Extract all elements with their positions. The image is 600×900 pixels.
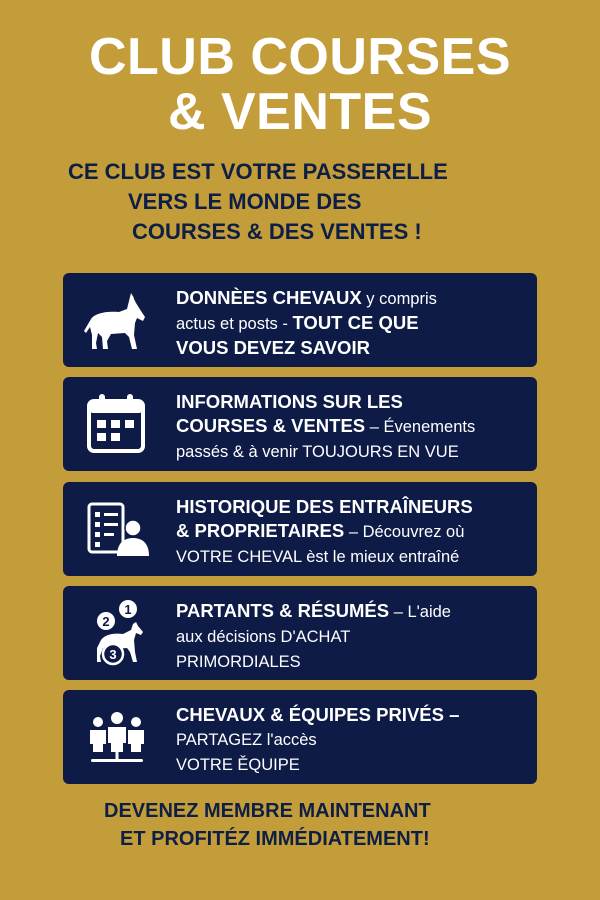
feature-emphasis: TOUT CE QUE <box>292 312 419 333</box>
page-title <box>0 30 600 140</box>
feature-desc: passés & à venir TOUJOURS EN VUE <box>176 443 459 461</box>
feature-text <box>176 390 527 464</box>
feature-desc: actus et posts - <box>176 315 293 333</box>
subtitle-line-2: VERS LE MONDE DES <box>128 189 362 214</box>
rank-badge-3: 3 <box>109 647 117 662</box>
feature-text <box>176 286 527 360</box>
feature-title-dash: – <box>443 704 460 725</box>
feature-desc: – L'aide <box>389 603 451 621</box>
feature-emphasis: VOUS DEVEZ SAVOIR <box>176 337 370 358</box>
team-icon <box>81 704 153 770</box>
feature-title: & PROPRIETAIRES <box>176 520 345 541</box>
feature-title: INFORMATIONS SUR LES <box>176 391 403 412</box>
trainer-owner-icon <box>81 496 153 562</box>
feature-card-race-info <box>63 377 537 471</box>
subtitle <box>0 157 600 247</box>
cta-line-1: DEVENEZ MEMBRE MAINTENANT <box>104 800 431 822</box>
feature-desc: VOTRE CHEVAL èst le mieux entraîné <box>176 548 460 566</box>
feature-title: CHEVAUX & ÉQUIPES PRIVÉS <box>176 704 444 725</box>
subtitle-line-1: CE CLUB EST VOTRE PASSERELLE <box>68 159 448 184</box>
feature-card-starters <box>63 586 537 680</box>
feature-desc: PRIMORDIALES <box>176 653 301 671</box>
call-to-action <box>0 797 600 853</box>
feature-card-private-teams <box>63 690 537 784</box>
feature-desc: VOTRE ĚQUIPE <box>176 756 300 774</box>
title-line-1: CLUB COURSES <box>88 28 512 86</box>
feature-title: HISTORIQUE DES ENTRAÎNEURS <box>176 496 473 517</box>
cta-line-2: ET PROFITÉZ IMMÉDIATEMENT! <box>120 828 430 850</box>
feature-desc: PARTAGEZ l'accès <box>176 731 317 749</box>
horse-icon <box>81 287 153 353</box>
rank-badge-1: 1 <box>124 602 132 617</box>
feature-desc: – Découvrez où <box>344 523 465 541</box>
calendar-icon <box>81 391 153 457</box>
feature-desc: aux décisions D'ACHAT <box>176 628 351 646</box>
race-ranking-icon <box>81 600 153 666</box>
feature-text <box>176 599 527 674</box>
subtitle-line-3: COURSES & DES VENTES ! <box>132 219 422 244</box>
feature-title: COURSES & VENTES <box>176 415 366 436</box>
feature-text <box>176 703 527 777</box>
feature-card-horse-data <box>63 273 537 367</box>
feature-desc: y compris <box>361 290 437 308</box>
feature-card-trainer-history <box>63 482 537 576</box>
feature-title: DONNÈES CHEVAUX <box>176 287 362 308</box>
feature-title: PARTANTS & RÉSUMÉS <box>176 600 390 621</box>
title-line-2: & VENTES <box>167 83 433 141</box>
rank-badge-2: 2 <box>102 614 110 629</box>
feature-desc: – Évenements <box>365 418 476 436</box>
feature-text <box>176 495 527 569</box>
